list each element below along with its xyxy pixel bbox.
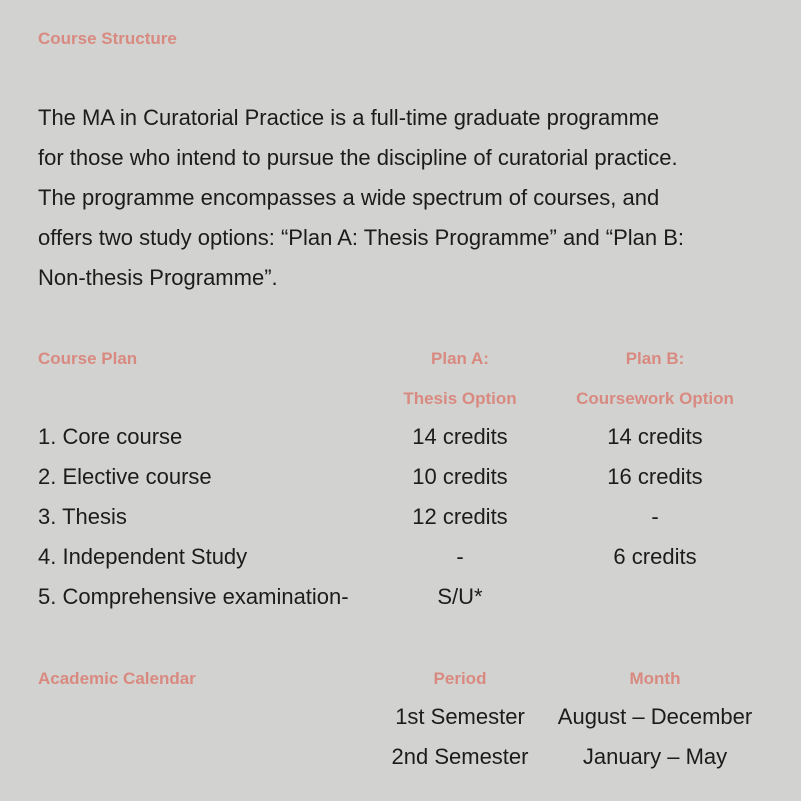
calendar-period: 1st Semester (395, 704, 525, 729)
intro-line: The programme encompasses a wide spectrum of courses, and (38, 185, 660, 210)
plan-a-credits: 10 credits (412, 464, 508, 489)
intro-paragraph (38, 98, 778, 298)
plan-a-subheader: Thesis Option (403, 389, 517, 408)
course-plan-label: Course Plan (38, 349, 138, 368)
intro-line: for those who intend to pursue the discipline of curatorial practice. (38, 145, 678, 170)
calendar-period: 2nd Semester (391, 744, 529, 769)
section-heading: Course Structure (38, 29, 177, 48)
calendar-month: August – December (557, 704, 753, 729)
plan-a-credits: - (456, 544, 464, 569)
plan-b-subheader: Coursework Option (576, 389, 734, 408)
plan-b-credits: - (651, 504, 659, 529)
plan-a-credits: 12 credits (412, 504, 508, 529)
course-item: 3. Thesis (38, 504, 127, 529)
intro-line: The MA in Curatorial Practice is a full-time graduate programme (38, 105, 660, 130)
course-item: 1. Core course (38, 424, 183, 449)
intro-line: offers two study options: “Plan A: Thesis Programme” and “Plan B: (38, 225, 685, 250)
course-item: 2. Elective course (38, 464, 212, 489)
plan-b-credits: 16 credits (607, 464, 703, 489)
course-item: 5. Comprehensive examination- (38, 584, 349, 609)
intro-line: Non-thesis Programme”. (38, 265, 278, 290)
period-header: Period (433, 669, 487, 688)
plan-b-credits: 6 credits (613, 544, 697, 569)
calendar-month: January – May (582, 744, 728, 769)
plan-a-credits: S/U* (437, 584, 483, 609)
plan-a-header: Plan A: (431, 349, 489, 368)
plan-b-header: Plan B: (625, 349, 685, 368)
course-item: 4. Independent Study (38, 544, 248, 569)
academic-calendar-label: Academic Calendar (38, 669, 196, 688)
month-header: Month (629, 669, 681, 688)
plan-b-credits: 14 credits (607, 424, 703, 449)
plan-a-credits: 14 credits (412, 424, 508, 449)
